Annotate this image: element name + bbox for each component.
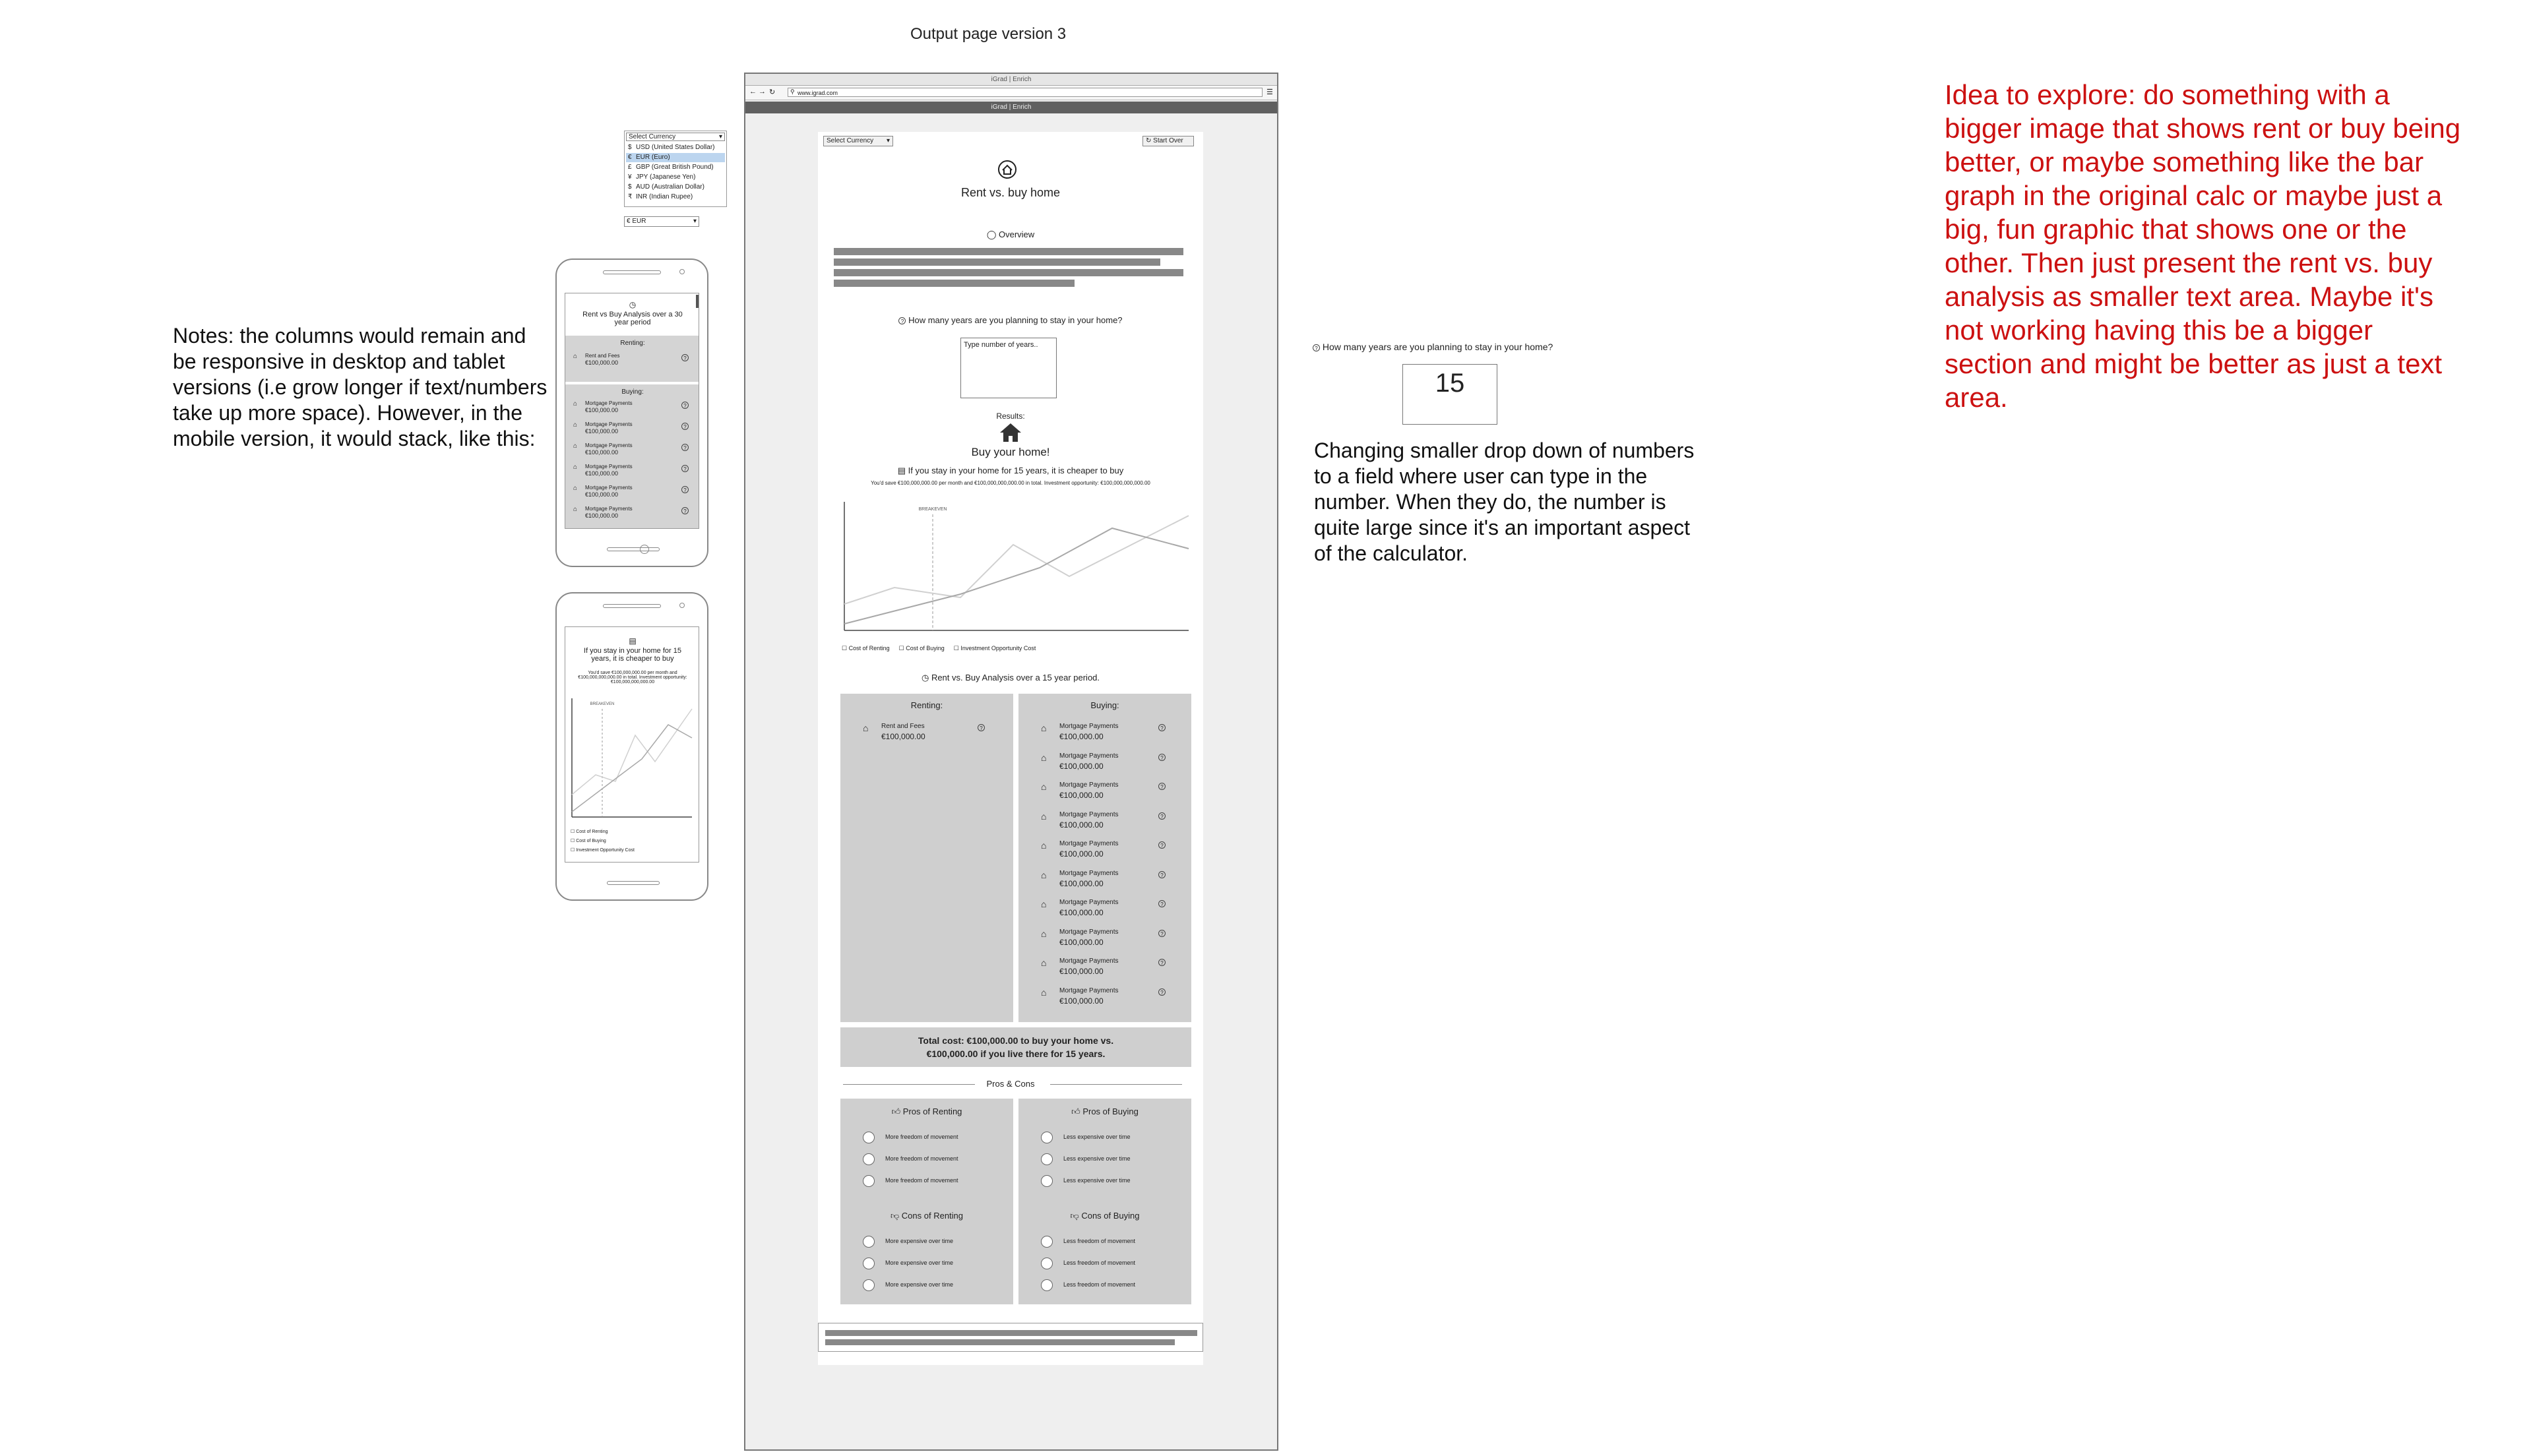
help-icon[interactable]: ? xyxy=(681,444,689,451)
chevron-down-icon: ▾ xyxy=(718,133,722,140)
mortgage-label: Mortgage Payments xyxy=(1059,928,1119,936)
house-icon: ⌂ xyxy=(1041,928,1047,939)
currency-symbol: € xyxy=(628,154,632,161)
pros-renting-label: Pros of Renting xyxy=(902,1107,962,1116)
help-icon[interactable]: ? xyxy=(1158,812,1166,820)
phone-speaker xyxy=(603,270,661,274)
currency-symbol: ¥ xyxy=(628,173,632,181)
overview-label: Overview xyxy=(999,229,1035,239)
option-label: Less freedom of movement xyxy=(1063,1238,1136,1244)
search-icon: ⚲ xyxy=(790,88,795,95)
total-line-1: Total cost: €100,000.00 to buy your home vs. xyxy=(918,1035,1114,1046)
legend-item[interactable]: ☐ Cost of Buying xyxy=(571,839,606,843)
result-detail: You'd save €100,000,000.00 per month and €100,000,000,000.00 in total. Investment opportunity: €100,000,000,000.00 xyxy=(871,480,1150,486)
house-icon: ⌂ xyxy=(863,723,869,733)
legend-item[interactable]: ☐ Cost of Renting xyxy=(842,645,890,652)
buying-header: Buying: xyxy=(1090,700,1119,710)
page-title: Rent vs. buy home xyxy=(960,186,1061,199)
chart-icon: ▤ xyxy=(897,466,906,475)
mortgage-label: Mortgage Payments xyxy=(1059,840,1119,847)
option-label: Less freedom of movement xyxy=(1063,1281,1136,1288)
help-icon[interactable]: ? xyxy=(1158,871,1166,878)
phone-camera xyxy=(679,603,685,608)
check-circle-icon: ◯ xyxy=(986,229,997,239)
phone-rent-value: €100,000.00 xyxy=(585,359,619,366)
currency-select-euro[interactable] xyxy=(624,216,699,227)
chevron-down-icon: ▾ xyxy=(693,218,697,225)
mortgage-label: Mortgage Payments xyxy=(1059,986,1119,994)
page-label: Output page version 3 xyxy=(910,25,1067,43)
currency-option[interactable] xyxy=(626,183,725,192)
currency-option-label: JPY (Japanese Yen) xyxy=(636,173,696,181)
currency-symbol: ₹ xyxy=(628,193,633,200)
phone-mortgage-value: €100,000.00 xyxy=(585,449,619,456)
pros-buying-label: Pros of Buying xyxy=(1082,1107,1139,1116)
help-icon[interactable]: ? xyxy=(1158,900,1166,907)
help-icon[interactable]: ? xyxy=(681,507,689,514)
phone-mortgage-value: €100,000.00 xyxy=(585,428,619,435)
house-icon: ⌂ xyxy=(573,400,578,408)
cons-buying-heading xyxy=(1018,1211,1191,1221)
option-label: Less expensive over time xyxy=(1063,1155,1131,1162)
phone-mortgage-label: Mortgage Payments xyxy=(585,442,633,448)
buying-column xyxy=(1018,694,1191,1022)
overview-text-line xyxy=(834,258,1160,266)
phone-mortgage-label: Mortgage Payments xyxy=(585,400,633,406)
total-summary xyxy=(840,1027,1191,1067)
legend-label: Cost of Renting xyxy=(848,645,890,652)
radio-option[interactable] xyxy=(863,1258,875,1269)
divider xyxy=(1050,1084,1182,1085)
pros-cons-heading: Pros & Cons xyxy=(986,1079,1035,1089)
mortgage-label: Mortgage Payments xyxy=(1059,723,1119,730)
mortgage-value: €100,000.00 xyxy=(1059,878,1104,888)
phone-mortgage-value: €100,000.00 xyxy=(585,470,619,477)
mortgage-value: €100,000.00 xyxy=(1059,761,1104,771)
house-icon: ⌂ xyxy=(1041,810,1047,822)
home-circle-icon xyxy=(997,160,1017,183)
radio-option[interactable] xyxy=(863,1175,875,1187)
phone-buying-panel xyxy=(565,384,699,529)
overview-text-line xyxy=(834,280,1075,287)
legend-label: Cost of Buying xyxy=(576,839,606,843)
phone-result-detail: You'd save €100,000,000.00 per month and €100,000,000,000.00 in total. Investment opportunity: €100,000,000,000.00 xyxy=(578,671,687,684)
mid-note-question xyxy=(1313,342,1553,352)
results-title: Buy your home! xyxy=(971,446,1050,458)
phone-chart xyxy=(569,696,695,821)
idea-note: Idea to explore: do something with a bigger image that shows rent or buy being better, or maybe something like the bar graph in the original calc or maybe just a big, fun graphic that shows one or the other. Then just present the rent vs. buy analysis as smaller text area. Maybe it's not working having this be a bigger section and might be better as just a text area. xyxy=(1945,79,2461,413)
currency-option[interactable] xyxy=(626,163,725,172)
legend-label: Investment Opportunity Cost xyxy=(960,645,1036,652)
scrollbar[interactable] xyxy=(696,295,699,308)
mid-note-text: Changing smaller drop down of numbers to a field where user can type in the number. When they do, the number is quite large since it's an important aspect of the calculator. xyxy=(1314,439,1695,565)
help-icon[interactable]: ? xyxy=(1158,988,1166,996)
currency-option-label: AUD (Australian Dollar) xyxy=(636,183,704,191)
currency-option-label: USD (United States Dollar) xyxy=(636,144,715,151)
menu-icon[interactable]: ☰ xyxy=(1266,88,1273,96)
help-icon[interactable]: ? xyxy=(1158,724,1166,731)
clock-icon: ◷ xyxy=(921,673,929,682)
radio-option[interactable] xyxy=(863,1153,875,1165)
phone-home-bar xyxy=(607,547,660,551)
footer-text-line xyxy=(825,1339,1175,1345)
help-icon[interactable]: ? xyxy=(681,402,689,409)
cons-buying-label: Cons of Buying xyxy=(1081,1211,1140,1221)
help-icon[interactable]: ? xyxy=(1158,754,1166,761)
phone-camera xyxy=(679,269,685,274)
cons-renting-label: Cons of Renting xyxy=(901,1211,964,1221)
house-icon: ⌂ xyxy=(1041,752,1047,763)
radio-option[interactable] xyxy=(863,1236,875,1248)
mortgage-label: Mortgage Payments xyxy=(1059,810,1119,818)
currency-dropdown-label: Select Currency xyxy=(629,133,676,140)
years-number-field[interactable]: 15 xyxy=(1402,364,1497,425)
renting-column xyxy=(840,694,1013,1022)
thumbs-down-icon: 👎︎ xyxy=(1070,1211,1079,1221)
currency-selected-value: € EUR xyxy=(627,218,646,225)
phone-home-bar xyxy=(607,881,660,885)
overview-text-line xyxy=(834,248,1183,255)
result-line-text: If you stay in your home for 15 years, it is cheaper to buy xyxy=(908,466,1124,475)
chart-icon: ▤ xyxy=(629,636,637,646)
results-chart xyxy=(842,499,1191,637)
phone-rent-label: Rent and Fees xyxy=(585,353,620,359)
phone-mockup-chart xyxy=(555,592,708,901)
option-label: More freedom of movement xyxy=(885,1134,958,1140)
help-icon[interactable]: ? xyxy=(898,317,906,324)
analysis-title xyxy=(818,673,1203,683)
phone-breakeven-label: BREAKEVEN xyxy=(590,702,615,706)
page-content xyxy=(818,132,1203,1365)
buying-pros-cons xyxy=(1018,1099,1191,1304)
house-icon: ⌂ xyxy=(1041,781,1047,792)
mortgage-value: €100,000.00 xyxy=(1059,791,1104,800)
reload-icon[interactable]: ↻ xyxy=(769,88,776,96)
option-label: More expensive over time xyxy=(885,1259,954,1266)
back-icon[interactable]: ← xyxy=(749,88,757,96)
currency-select-label: Select Currency xyxy=(827,137,874,144)
overview-heading xyxy=(818,229,1203,240)
currency-option[interactable] xyxy=(626,143,725,152)
house-icon: ⌂ xyxy=(1041,869,1047,880)
thumbs-up-icon: 👍︎ xyxy=(1071,1107,1080,1116)
mortgage-label: Mortgage Payments xyxy=(1059,957,1119,965)
overview-text-line xyxy=(834,269,1183,276)
house-icon: ⌂ xyxy=(1041,986,1047,998)
mortgage-value: €100,000.00 xyxy=(1059,996,1104,1006)
legend-label: Cost of Renting xyxy=(576,830,608,834)
browser-title: iGrad | Enrich xyxy=(745,74,1277,86)
house-icon xyxy=(999,422,1022,446)
mortgage-value: €100,000.00 xyxy=(1059,908,1104,917)
mortgage-value: €100,000.00 xyxy=(1059,849,1104,859)
help-icon[interactable]: ? xyxy=(1158,930,1166,937)
years-question-label: How many years are you planning to stay in your home? xyxy=(908,315,1123,325)
currency-option-label: INR (Indian Rupee) xyxy=(636,193,693,200)
house-icon: ⌂ xyxy=(1041,840,1047,851)
mortgage-label: Mortgage Payments xyxy=(1059,869,1119,877)
help-icon[interactable]: ? xyxy=(681,465,689,472)
mortgage-label: Mortgage Payments xyxy=(1059,899,1119,906)
browser-window xyxy=(744,73,1278,1451)
option-label: Less freedom of movement xyxy=(1063,1259,1136,1266)
currency-option-label: GBP (Great British Pound) xyxy=(636,164,714,171)
legend-item[interactable]: ☐ Investment Opportunity Cost xyxy=(571,848,635,853)
option-label: Less expensive over time xyxy=(1063,1134,1131,1140)
phone-screen xyxy=(565,626,699,863)
radio-option[interactable] xyxy=(1041,1258,1053,1269)
currency-symbol: $ xyxy=(628,183,632,191)
house-icon: ⌂ xyxy=(573,464,578,471)
help-icon[interactable]: ? xyxy=(978,724,985,731)
radio-option[interactable] xyxy=(1041,1236,1053,1248)
cons-renting-heading xyxy=(840,1211,1013,1221)
phone-legend xyxy=(571,828,635,855)
clock-icon: ◷ xyxy=(629,300,637,309)
currency-option[interactable] xyxy=(626,153,725,162)
legend-item[interactable]: ☐ Cost of Renting xyxy=(571,830,608,834)
start-over-button[interactable] xyxy=(1142,136,1194,146)
phone-buying-header: Buying: xyxy=(621,388,644,396)
result-line xyxy=(818,466,1203,476)
help-icon[interactable]: ? xyxy=(681,486,689,493)
option-label: More freedom of movement xyxy=(885,1155,958,1162)
house-icon: ⌂ xyxy=(573,421,578,429)
chart-legend xyxy=(842,645,1036,652)
url-input[interactable]: www.igrad.com xyxy=(788,88,1263,97)
rent-value: €100,000.00 xyxy=(881,732,925,741)
currency-symbol: £ xyxy=(628,164,632,171)
legend-item[interactable]: ☐ Cost of Buying xyxy=(898,645,945,652)
help-icon: ? xyxy=(1313,344,1320,351)
mid-note-question-text: How many years are you planning to stay in your home? xyxy=(1322,342,1553,352)
radio-option[interactable] xyxy=(1041,1175,1053,1187)
phone-renting-header: Renting: xyxy=(620,340,645,347)
house-icon: ⌂ xyxy=(1041,899,1047,909)
renting-header: Renting: xyxy=(910,700,943,710)
option-label: More expensive over time xyxy=(885,1238,954,1244)
renting-pros-cons xyxy=(840,1099,1013,1304)
house-icon: ⌂ xyxy=(573,506,578,513)
address-bar xyxy=(745,86,1277,100)
phone-result-title: If you stay in your home for 15 years, it is cheaper to buy xyxy=(584,647,681,663)
currency-select[interactable] xyxy=(823,136,893,146)
mortgage-value: €100,000.00 xyxy=(1059,820,1104,830)
help-icon[interactable]: ? xyxy=(681,354,689,361)
total-line-2: €100,000.00 if you live there for 15 years. xyxy=(926,1048,1106,1059)
phone-mockup-analysis xyxy=(555,258,708,567)
phone-mortgage-label: Mortgage Payments xyxy=(585,506,633,512)
breakeven-label: BREAKEVEN xyxy=(918,507,947,512)
phone-renting-panel xyxy=(565,336,699,382)
radio-option[interactable] xyxy=(863,1132,875,1143)
radio-option[interactable] xyxy=(1041,1279,1053,1291)
house-icon: ⌂ xyxy=(573,353,578,360)
option-label: More freedom of movement xyxy=(885,1177,958,1184)
mortgage-value: €100,000.00 xyxy=(1059,937,1104,947)
phone-mortgage-label: Mortgage Payments xyxy=(585,464,633,470)
years-input[interactable]: Type number of years.. xyxy=(960,338,1057,398)
phone-speaker xyxy=(603,604,661,608)
start-over-label: Start Over xyxy=(1153,137,1183,144)
pros-buying-heading xyxy=(1018,1107,1191,1117)
help-icon[interactable]: ? xyxy=(1158,783,1166,790)
thumbs-up-icon: 👍︎ xyxy=(891,1107,901,1116)
currency-symbol: $ xyxy=(628,144,632,151)
radio-option[interactable] xyxy=(1041,1132,1053,1143)
currency-option-label: EUR (Euro) xyxy=(636,154,670,161)
phone-mortgage-value: €100,000.00 xyxy=(585,407,619,413)
currency-dropdown-toggle[interactable] xyxy=(626,133,725,141)
legend-label: Cost of Buying xyxy=(906,645,945,652)
phone-mortgage-label: Mortgage Payments xyxy=(585,485,633,491)
analysis-title-text: Rent vs. Buy Analysis over a 15 year period. xyxy=(931,673,1100,682)
option-label: More expensive over time xyxy=(885,1281,954,1288)
help-icon[interactable]: ? xyxy=(1158,841,1166,849)
currency-option[interactable] xyxy=(626,173,725,182)
legend-item[interactable]: ☐ Investment Opportunity Cost xyxy=(953,645,1036,652)
phone-mortgage-value: €100,000.00 xyxy=(585,491,619,498)
app-title-bar: iGrad | Enrich xyxy=(745,102,1277,113)
notes-left: Notes: the columns would remain and be responsive in desktop and tablet versions (i.e grow longer if text/numbers take up more space). However, in the mobile version, it would stack, like this: xyxy=(173,324,547,450)
years-question xyxy=(818,315,1203,325)
mortgage-label: Mortgage Payments xyxy=(1059,781,1119,789)
help-icon[interactable]: ? xyxy=(1158,959,1166,966)
house-icon: ⌂ xyxy=(1041,957,1047,968)
chevron-down-icon: ▾ xyxy=(886,137,890,144)
radio-option[interactable] xyxy=(863,1279,875,1291)
house-icon: ⌂ xyxy=(1041,723,1047,733)
help-icon[interactable]: ? xyxy=(681,423,689,430)
thumbs-down-icon: 👎︎ xyxy=(890,1211,900,1221)
phone-mortgage-value: €100,000.00 xyxy=(585,512,619,519)
house-icon: ⌂ xyxy=(573,442,578,450)
refresh-icon: ↻ xyxy=(1146,137,1152,144)
rent-label: Rent and Fees xyxy=(881,723,925,730)
mortgage-label: Mortgage Payments xyxy=(1059,752,1119,760)
results-label: Results: xyxy=(996,411,1025,421)
mortgage-value: €100,000.00 xyxy=(1059,967,1104,976)
footer-text-line xyxy=(825,1330,1197,1336)
currency-dropdown-open xyxy=(624,131,727,207)
footer xyxy=(818,1323,1203,1352)
currency-option[interactable] xyxy=(626,193,725,202)
radio-option[interactable] xyxy=(1041,1153,1053,1165)
house-icon: ⌂ xyxy=(573,485,578,492)
phone-analysis-title: Rent vs Buy Analysis over a 30 year period xyxy=(582,311,683,326)
option-label: Less expensive over time xyxy=(1063,1177,1131,1184)
series-cost-of-renting xyxy=(844,516,1189,604)
legend-label: Investment Opportunity Cost xyxy=(576,848,635,853)
forward-icon[interactable]: → xyxy=(759,88,766,96)
phone-mortgage-label: Mortgage Payments xyxy=(585,421,633,427)
pros-renting-heading xyxy=(840,1107,1013,1117)
mortgage-value: €100,000.00 xyxy=(1059,732,1104,741)
phone-home-button[interactable] xyxy=(640,545,649,554)
phone-screen xyxy=(565,293,699,529)
